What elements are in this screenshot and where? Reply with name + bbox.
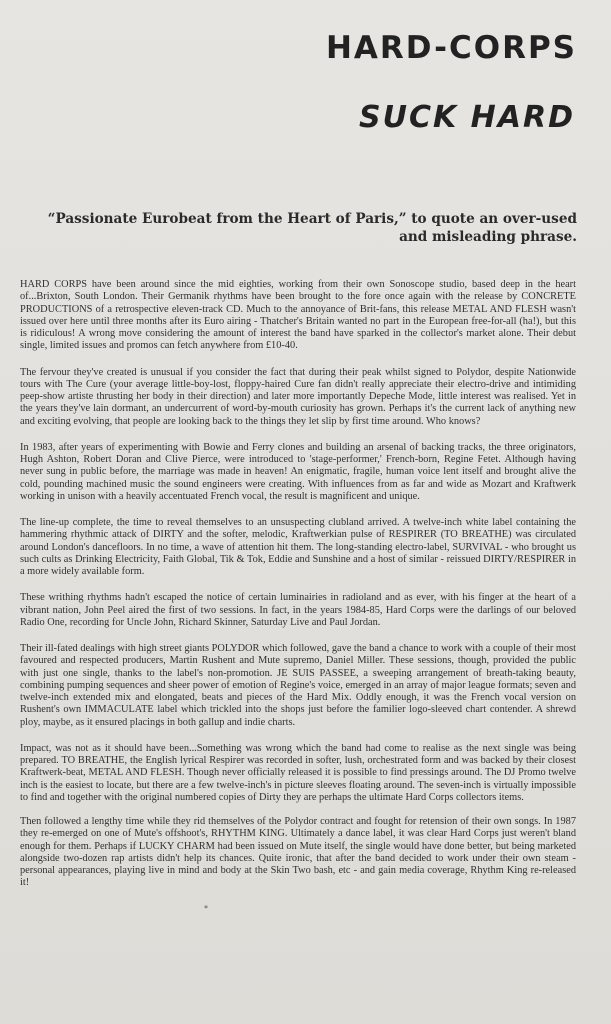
band-name-heading: HARD-CORPS: [325, 30, 577, 66]
article-body: [20, 279, 576, 904]
article-paragraph: These writhing rhythms hadn't escaped the notice of certain luminairies in radioland and as ever, with his finger at the heart of a vibrant nation, John Peel aired the first of two sessions. In fact, in the years 1984-85, Hard Corps were the darlings of our beloved Radio One, recording for Uncle John, Richard Skinner, Saturday Live and Paul Jordan.: [20, 592, 576, 628]
article-paragraph: Impact, was not as it should have been...Something was wrong which the band had come to realise as the next single was being prepared. TO BREATHE, the English lyrical Respirer was recorded in softer, lush, orchestrated form and was backed by their closest Kraftwerk-beat, METAL AND FLESH. Though never officially released it is possible to find pressings around. The DJ Promo twelve inch is the easiest to locate, but there are a few twelve-inch's in picture sleeves floating around. The seven-inch is virtually impossible to find and together with the original numbered copies of Dirty they are perhaps the ultimate Hard Corps collectors items.: [20, 742, 576, 803]
article-paragraph: The fervour they've created is unusual if you consider the fact that during their peak whilst signed to Polydor, despite Nationwide tours with The Cure (your average little-boy-lost, floppy-haired Cure fan didn't really appreciate their electro-drive and intimiding peep-show artiste thrusting her body in their direction) and later more importantly Depeche Mode, little interest was realised. Yet in the years they've lain dormant, an undercurrent of word-by-mouth curiosity has grown. Perhaps it's the current lack of anything new and exciting evolving, that people are looking back to the things they let slip by first time around. Who knows?: [20, 366, 576, 427]
separator-mark: *: [204, 904, 208, 913]
article-paragraph: Then followed a lengthy time while they rid themselves of the Polydor contract and fought for retension of their own songs. In 1987 they re-emerged on one of Mute's offshoot's, RHYTHM KING. Ultimately a dance label, it was clear Hard Corps just weren't bland enough for them. Perhaps if LUCKY CHARM had been issued on Mute itself, the single would have done better, but being marketed alongside two-dozen rap artists didn't help its chances. Quite ironic, that after the band decided to work under their own steam - personal appearances, playing live in mind and body at the Skin Two bash, etc - and gain media coverage, Rhythm King re-released it!: [20, 816, 576, 889]
article-paragraph: HARD CORPS have been around since the mid eighties, working from their own Sonoscope studio, based deep in the heart of...Brixton, South London. Their Germanik rhythms have been brought to the fore once again with the release by CONCRETE PRODUCTIONS of a retrospective eleven-track CD. Much to the annoyance of Brit-fans, this release METAL AND FLESH wasn't issued over here until three months after its Euro airing - Thatcher's Britain wanted no part in the European free-for-all (ha!), but this is ridiculous! A wrong move considering the amount of interest the band have sparked in the collector's market alone. Their debut single, limited issues and promos can fetch anywhere from £10-40.: [20, 279, 576, 352]
album-title-heading: SUCK HARD: [358, 100, 575, 135]
article-paragraph: In 1983, after years of experimenting with Bowie and Ferry clones and building an arsenal of backing tracks, the three originators, Hugh Ashton, Robert Doran and Clive Pierce, were introduced to 'stage-performer,' French-born, Regine Fetet. Although having never sung in public before, the marriage was made in heaven! An enigmatic, fragile, human voice lent itself and brought alive the cold, pounding machined music the sound engineers were creating. With influences from as far and wide as Mozart and Kraftwerk working in unison with a heavily accentuated French vocal, the result is magnificent and unique.: [20, 441, 576, 502]
pull-quote: “Passionate Eurobeat from the Heart of Paris,” to quote an over-used and misleading phrase.: [47, 211, 577, 245]
article-paragraph: The line-up complete, the time to reveal themselves to an unsuspecting clubland arrived. A twelve-inch white label containing the hammering rhythmic attack of DIRTY and the softer, melodic, Kraftwerkian pulse of RESPIRER (TO BREATHE) was circulated around London's dancefloors. In no time, a wave of attention hit them. The long-standing electro-label, SURVIVAL - who brought us such cults as Drinking Electricity, Faith Global, Tik & Tok, Eddie and Sunshine and a host of similar - reissued DIRTY/RESPIRER in a more widely available form.: [20, 517, 576, 577]
article-paragraph: Their ill-fated dealings with high street giants POLYDOR which followed, gave the band a chance to work with a couple of their most favoured and respected producers, Martin Rushent and Mute supremo, Daniel Miller. These sessions, though, provided the public with just one single, thanks to the label's non-promotion. JE SUIS PASSEE, a sweeping arrangement of breath-taking beauty, combining pumping sequences and sheer power of emotion of Regine's voice, emerged in an array of major league formats; seven and twelve-inch extended mix and elongated, beats and pieces of the Hard Mix. Oddly enough, it was the French vocal version on Rushent's own IMMACULATE label which trickled into the shops just before the familier logo-sleeved chart contender. A shrewd ploy, maybe, as it ensured placings in both gallup and indie charts.: [20, 643, 576, 728]
